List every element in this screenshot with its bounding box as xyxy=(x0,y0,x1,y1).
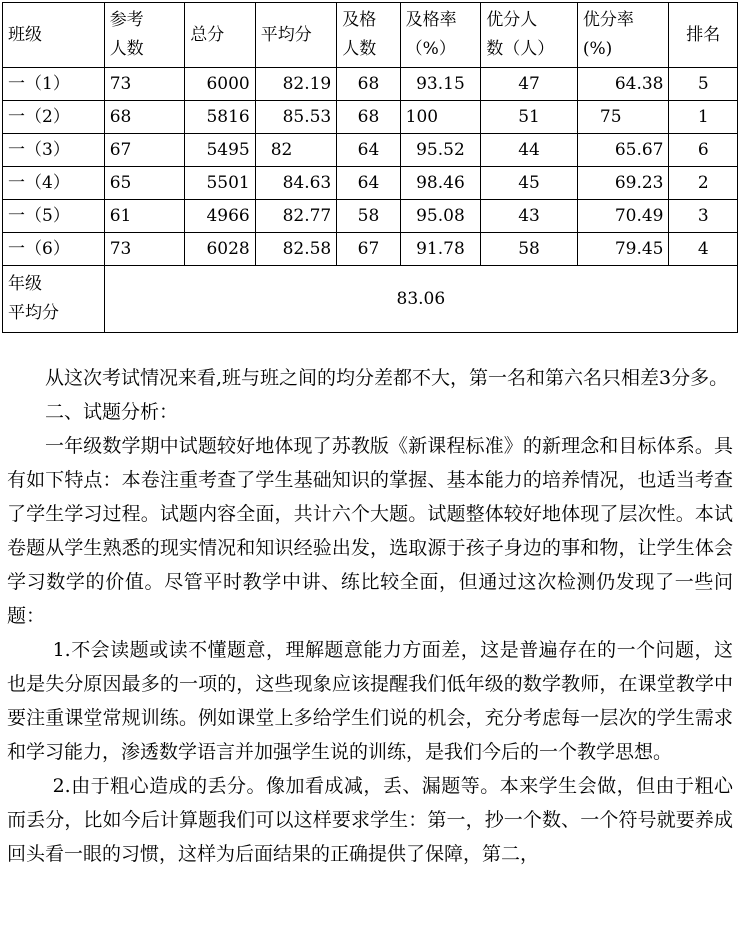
header-pass-rate: 及格率 （%） xyxy=(400,3,481,68)
cell-total: 5501 xyxy=(185,167,255,200)
table-row xyxy=(3,134,738,167)
cell-total: 6000 xyxy=(185,68,255,101)
cell-total: 5495 xyxy=(185,134,255,167)
cell-class: 一（1） xyxy=(3,68,105,101)
cell-average: 82.19 xyxy=(255,68,337,101)
paragraph-issue-1: 1.不会读题或读不懂题意，理解题意能力方面差，这是普遍存在的一个问题，这也是失分原因最多的一项的，这些现象应该提醒我们低年级的数学教师，在课堂教学中要注重课堂常规训练。例如课堂上多给学生们说的机会，充分考虑每一层次的学生需求和学习能力，渗透数学语言并加强学生说的训练，是我们今后的一个教学思想。 xyxy=(7,639,733,763)
header-class: 班级 xyxy=(3,3,105,68)
cell-pass-rate: 95.08 xyxy=(400,200,481,233)
cell-excellent-rate: 70.49 xyxy=(577,200,669,233)
cell-pass-count: 64 xyxy=(337,134,400,167)
cell-pass-rate: 98.46 xyxy=(400,167,481,200)
table-row xyxy=(3,167,738,200)
paragraph-issue-2: 2.由于粗心造成的丢分。像加看成减，丢、漏题等。本来学生会做，但由于粗心而丢分，比如今后计算题我们可以这样要求学生：第一，抄一个数、一个符号就要养成回头看一眼的习惯，这样为后面结果的正确提供了保障，第二， xyxy=(7,775,733,865)
cell-pass-count: 68 xyxy=(337,101,400,134)
header-average: 平均分 xyxy=(255,3,337,68)
table-row xyxy=(3,200,738,233)
paragraph-summary: 从这次考试情况来看,班与班之间的均分差都不大，第一名和第六名只相差3分多。 xyxy=(45,367,729,389)
cell-pass-count: 68 xyxy=(337,68,400,101)
cell-class: 一（4） xyxy=(3,167,105,200)
cell-rank: 2 xyxy=(669,167,738,200)
cell-participants: 73 xyxy=(104,68,185,101)
table-row xyxy=(3,101,738,134)
analysis-text xyxy=(7,361,733,871)
cell-average: 85.53 xyxy=(255,101,337,134)
cell-excellent-count: 51 xyxy=(481,101,578,134)
cell-average: 82.77 xyxy=(255,200,337,233)
header-total: 总分 xyxy=(185,3,255,68)
cell-class: 一（6） xyxy=(3,233,105,266)
cell-rank: 1 xyxy=(669,101,738,134)
section-heading: 二、试题分析： xyxy=(45,401,179,423)
cell-pass-count: 58 xyxy=(337,200,400,233)
cell-pass-count: 67 xyxy=(337,233,400,266)
cell-total: 4966 xyxy=(185,200,255,233)
header-excellent-count: 优分人 数（人） xyxy=(481,3,578,68)
cell-pass-count: 64 xyxy=(337,167,400,200)
cell-excellent-rate: 69.23 xyxy=(577,167,669,200)
table-header-row xyxy=(3,3,738,68)
cell-pass-rate: 91.78 xyxy=(400,233,481,266)
class-score-table xyxy=(2,2,738,333)
cell-total: 6028 xyxy=(185,233,255,266)
header-participants: 参考 人数 xyxy=(104,3,185,68)
cell-rank: 5 xyxy=(669,68,738,101)
cell-excellent-rate: 64.38 xyxy=(577,68,669,101)
paragraph-analysis: 一年级数学期中试题较好地体现了苏教版《新课程标准》的新理念和目标体系。具有如下特点：本卷注重考查了学生基础知识的掌握、基本能力的培养情况，也适当考查了学生学习过程。试题内容全面，共计六个大题。试题整体较好地体现了层次性。本试卷题从学生熟悉的现实情况和知识经验出发，选取源于孩子身边的事和物，让学生体会学习数学的价值。尽管平时教学中讲、练比较全面，但通过这次检测仍发现了一些问题： xyxy=(7,435,733,627)
cell-rank: 3 xyxy=(669,200,738,233)
cell-average: 84.63 xyxy=(255,167,337,200)
grade-average-value: 83.06 xyxy=(104,266,737,333)
cell-total: 5816 xyxy=(185,101,255,134)
cell-pass-rate: 95.52 xyxy=(400,134,481,167)
cell-participants: 73 xyxy=(104,233,185,266)
cell-excellent-rate: 65.67 xyxy=(577,134,669,167)
grade-average-label: 年级 平均分 xyxy=(3,266,105,333)
cell-average: 82 xyxy=(255,134,337,167)
cell-excellent-rate: 75 xyxy=(577,101,669,134)
cell-class: 一（5） xyxy=(3,200,105,233)
header-pass-count: 及格 人数 xyxy=(337,3,400,68)
header-excellent-rate: 优分率 (%) xyxy=(577,3,669,68)
cell-pass-rate: 93.15 xyxy=(400,68,481,101)
cell-participants: 67 xyxy=(104,134,185,167)
cell-class: 一（3） xyxy=(3,134,105,167)
cell-rank: 6 xyxy=(669,134,738,167)
cell-participants: 65 xyxy=(104,167,185,200)
cell-participants: 61 xyxy=(104,200,185,233)
cell-excellent-rate: 79.45 xyxy=(577,233,669,266)
table-row xyxy=(3,68,738,101)
table-row xyxy=(3,233,738,266)
cell-average: 82.58 xyxy=(255,233,337,266)
grade-average-row xyxy=(3,266,738,333)
cell-excellent-count: 47 xyxy=(481,68,578,101)
cell-rank: 4 xyxy=(669,233,738,266)
cell-participants: 68 xyxy=(104,101,185,134)
cell-excellent-count: 58 xyxy=(481,233,578,266)
header-rank: 排名 xyxy=(669,3,738,68)
cell-excellent-count: 45 xyxy=(481,167,578,200)
cell-class: 一（2） xyxy=(3,101,105,134)
cell-excellent-count: 44 xyxy=(481,134,578,167)
cell-pass-rate: 100 xyxy=(400,101,481,134)
cell-excellent-count: 43 xyxy=(481,200,578,233)
